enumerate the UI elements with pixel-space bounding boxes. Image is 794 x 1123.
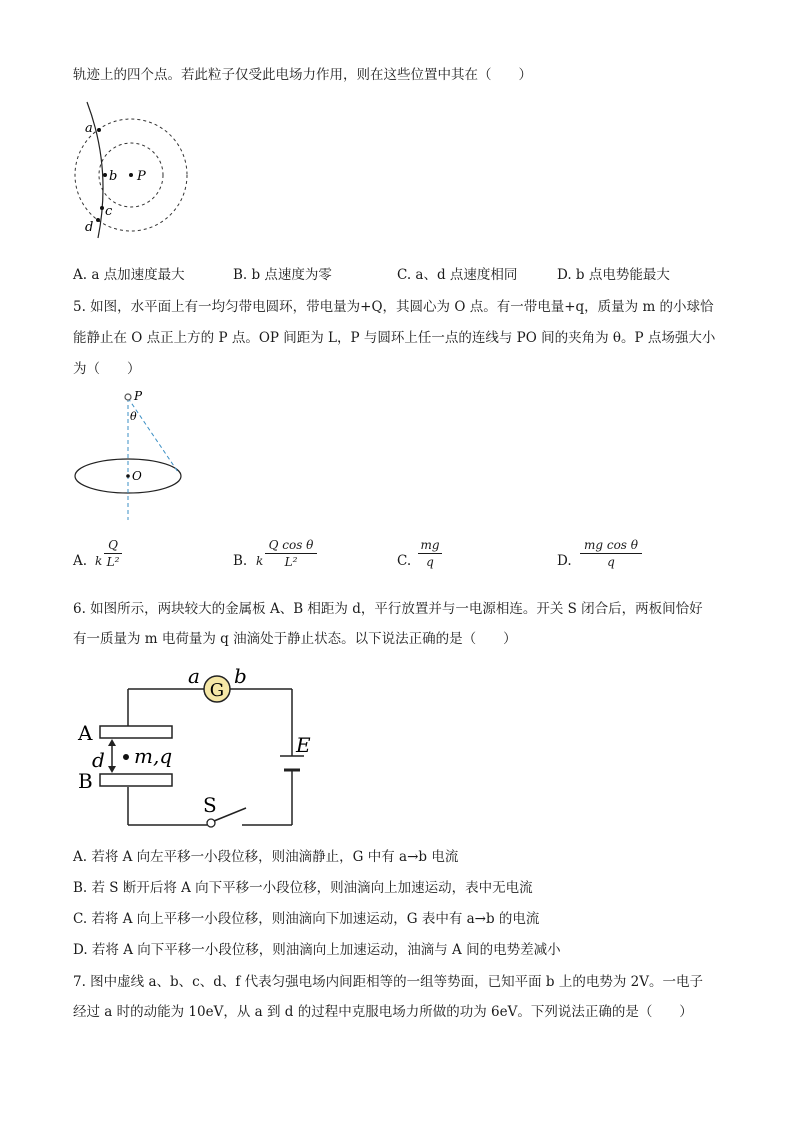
- q5-option-d-den: q: [607, 555, 615, 569]
- label-S: S: [203, 793, 217, 817]
- q5-line-1: 5. 如图，水平面上有一均匀带电圆环，带电量为+Q，其圆心为 O 点。有一带电量+q，质量为 m 的小球恰: [73, 299, 714, 315]
- q6-line-2: 有一质量为 m 电荷量为 q 油滴处于静止状态。以下说法正确的是（ ）: [73, 631, 517, 647]
- label-G: G: [209, 680, 225, 701]
- q5-line-3: 为（ ）: [73, 361, 141, 377]
- q6-option-a: A. 若将 A 向左平移一小段位移，则油滴静止，G 中有 a→b 电流: [73, 849, 459, 865]
- point-a: [97, 128, 101, 132]
- point-c: [100, 206, 104, 210]
- q5-option-d-letter: D.: [557, 553, 572, 569]
- label-O: O: [132, 469, 142, 483]
- q4-stem-tail: 轨迹上的四个点。若此粒子仅受此电场力作用，则在这些位置中其在（ ）: [73, 67, 532, 83]
- q4-option-c: C. a、d 点速度相同: [397, 267, 518, 283]
- q5-option-a-prefix: k: [95, 554, 103, 568]
- plate-A: [100, 726, 172, 738]
- q5-option-a-letter: A.: [73, 553, 88, 569]
- label-d: d: [92, 748, 105, 772]
- q5-option-a-num: Q: [108, 538, 118, 552]
- label-mq: m,q: [134, 744, 173, 768]
- q7-line-1: 7. 图中虚线 a、b、c、d、f 代表匀强电场内间距相等的一组等势面，已知平面 b 上的电势为 2V。一电子: [73, 974, 703, 990]
- q4-option-a: A. a 点加速度最大: [73, 267, 185, 283]
- q5-option-b-fraction: [265, 538, 317, 569]
- switch-lever: [214, 808, 246, 821]
- label-b: b: [109, 169, 118, 184]
- q7-line-2: 经过 a 时的动能为 10eV，从 a 到 d 的过程中克服电场力所做的功为 6eV。下列说法正确的是（ ）: [73, 1004, 693, 1020]
- q5-figure: [72, 388, 187, 523]
- point-d: [96, 218, 100, 222]
- label-P: P: [137, 169, 146, 184]
- label-d: d: [85, 220, 94, 235]
- q6-circuit-figure: [70, 660, 330, 835]
- label-c: c: [105, 204, 113, 219]
- plate-B: [100, 774, 172, 786]
- q5-option-c-letter: C.: [397, 553, 412, 569]
- q5-option-c-fraction: [418, 538, 442, 569]
- q5-option-c-den: q: [426, 555, 434, 569]
- q6-option-b: B. 若 S 断开后将 A 向下平移一小段位移，则油滴向上加速运动，表中无电流: [73, 880, 533, 896]
- label-E: E: [296, 733, 311, 757]
- q5-option-b-prefix: k: [256, 554, 264, 568]
- q5-option-b-den: L²: [284, 555, 298, 569]
- label-A: A: [78, 721, 93, 745]
- center-O: [126, 474, 130, 478]
- label-P: P: [134, 389, 143, 403]
- ball-P: [125, 394, 131, 400]
- q5-option-d-fraction: [580, 538, 642, 569]
- q5-option-a-fraction: [104, 538, 122, 569]
- q5-line-2: 能静止在 O 点正上方的 P 点。OP 间距为 L，P 与圆环上任一点的连线与 PO 间的夹角为 θ。P 点场强大小: [73, 330, 716, 346]
- q5-option-b-letter: B.: [233, 553, 248, 569]
- q5-option-d-num: mg cos θ: [583, 538, 639, 552]
- q4-figure: [70, 98, 200, 243]
- label-b: b: [234, 664, 247, 688]
- q6-line-1: 6. 如图所示，两块较大的金属板 A、B 相距为 d，平行放置并与一电源相连。开关 S 闭合后，两板间恰好: [73, 601, 703, 617]
- q6-option-d: D. 若将 A 向下平移一小段位移，则油滴向上加速运动，油滴与 A 间的电势差减小: [73, 942, 561, 958]
- label-a: a: [85, 121, 93, 136]
- q5-option-b-num: Q cos θ: [268, 538, 314, 552]
- switch-pivot: [207, 819, 215, 827]
- q6-option-c: C. 若将 A 向上平移一小段位移，则油滴向下加速运动，G 表中有 a→b 的电流: [73, 911, 540, 927]
- point-P: [129, 173, 133, 177]
- q4-option-b: B. b 点速度为零: [233, 267, 332, 283]
- label-theta: θ: [130, 410, 137, 423]
- q5-option-a-den: L²: [106, 555, 120, 569]
- label-B: B: [78, 769, 93, 793]
- oil-drop: [123, 754, 129, 760]
- label-a: a: [188, 664, 200, 688]
- q5-option-c-num: mg: [420, 538, 440, 552]
- q4-option-d: D. b 点电势能最大: [557, 267, 670, 283]
- point-b: [103, 173, 107, 177]
